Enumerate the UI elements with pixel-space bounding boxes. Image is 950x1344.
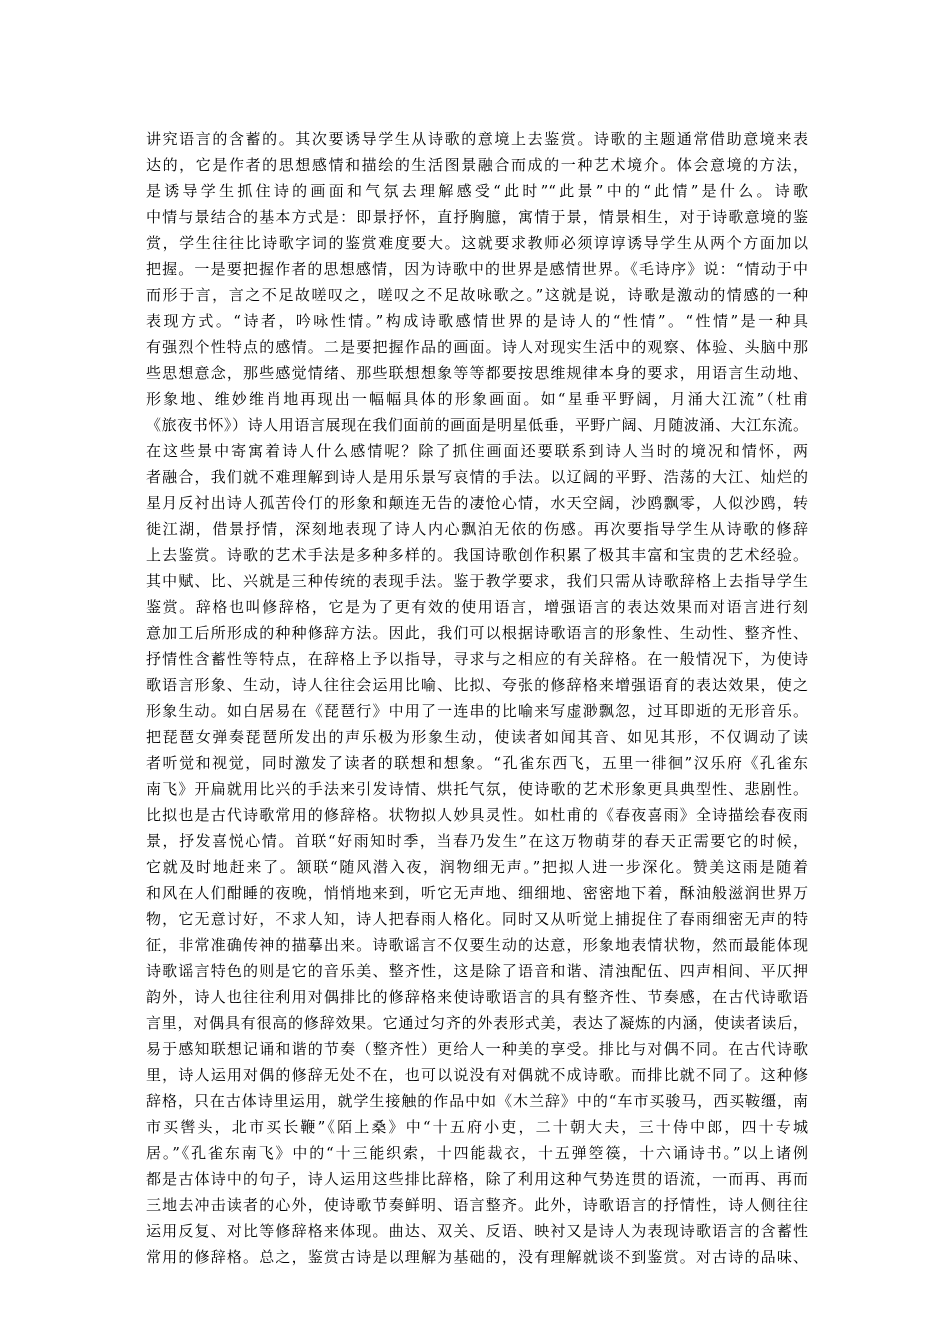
text-line: 者听觉和视觉，同时激发了读者的联想和想象。“孔雀东西飞，五里一徘徊”汉乐府《孔雀东 bbox=[146, 754, 808, 772]
text-line: 常用的修辞格。总之，鉴赏古诗是以理解为基础的，没有理解就谈不到鉴赏。对古诗的品味、 bbox=[146, 1248, 808, 1266]
text-line: 和风在人们酣睡的夜晚，悄悄地来到，听它无声地、细细地、密密地下着，酥油般滋润世界万 bbox=[146, 884, 808, 902]
text-line: 韵外，诗人也往往利用对偶排比的修辞格来使诗歌语言的具有整齐性、节奏感，在古代诗歌语 bbox=[146, 988, 808, 1006]
text-line: 达的，它是作者的思想感情和描绘的生活图景融合而成的一种艺术境介。体会意境的方法， bbox=[146, 156, 808, 174]
text-line: 辞格，只在古体诗里运用，就学生接触的作品中如《木兰辞》中的“车市买骏马，西买鞍缰，南 bbox=[146, 1092, 808, 1110]
text-line: 景，抒发喜悦心情。首联“好雨知时季，当春乃发生”在这万物萌芽的春天正需要它的时候， bbox=[146, 832, 808, 850]
text-line: 抒情性含蓄性等特点，在辞格上予以指导，寻求与之相应的有关辞格。在一般情况下，为使诗 bbox=[146, 650, 808, 668]
text-line: 歌语言形象、生动，诗人往往会运用比喻、比拟、夸张的修辞格来增强语育的表达效果，使之 bbox=[146, 676, 808, 694]
text-line: 星月反衬出诗人孤苦伶仃的形象和颠连无告的凄怆心情，水天空阔，沙鸥飘零，人似沙鸥，转 bbox=[146, 494, 808, 512]
text-line: 形象生动。如白居易在《琵琶行》中用了一连串的比喻来写虚渺飘忽，过耳即逝的无形音乐。 bbox=[146, 702, 808, 720]
text-line: 南飞》开扁就用比兴的手法来引发诗情、烘托气氛，使诗歌的艺术形象更具典型性、悲剧性。 bbox=[146, 780, 808, 798]
text-line: 物，它无意讨好，不求人知，诗人把春雨人格化。同时又从听觉上捕捉住了春雨细密无声的特 bbox=[146, 910, 808, 928]
text-line: 征，非常准确传神的描摹出来。诗歌谣言不仅要生动的达意，形象地表情状物，然而最能体现 bbox=[146, 936, 808, 954]
text-line: 而形于言，言之不足故嗟叹之，嗟叹之不足故咏歌之。”这就是说，诗歌是激动的情感的一种 bbox=[146, 286, 808, 304]
text-line: 都是古体诗中的句子，诗人运用这些排比辞格，除了利用这种气势连贯的语流，一而再、再而 bbox=[146, 1170, 808, 1188]
text-line: 它就及时地赶来了。颔联“随风潜入夜，润物细无声。”把拟人进一步深化。赞美这雨是随着 bbox=[146, 858, 808, 876]
text-line: 比拟也是古代诗歌常用的修辞格。状物拟人妙具灵性。如杜甫的《春夜喜雨》全诗描绘春夜雨 bbox=[146, 806, 808, 824]
text-line: 鉴赏。辞格也叫修辞格，它是为了更有效的使用语言，增强语言的表达效果而对语言进行刻 bbox=[146, 598, 808, 616]
text-line: 把琵琶女弹奏琵琶所发出的声乐极为形象生动，使读者如闻其音、如见其形，不仅调动了读 bbox=[146, 728, 808, 746]
text-line: 三地去冲击读者的心外，使诗歌节奏鲜明、语言整齐。此外，诗歌语言的抒情性，诗人侧往往 bbox=[146, 1196, 808, 1214]
text-line: 易于感知联想记诵和谐的节奏（整齐性）更给人一种美的享受。排比与对偶不同。在古代诗歌 bbox=[146, 1040, 808, 1058]
text-line: 市买辔头，北市买长鞭”《陌上桑》中“十五府小吏，二十朝大夫，三十侍中郎，四十专城 bbox=[146, 1118, 808, 1136]
text-line: 赏，学生往往比诗歌字词的鉴赏难度要大。这就要求教师必须谆谆诱导学生从两个方面加以 bbox=[146, 234, 808, 252]
text-line: 些思想意念，那些感觉情绪、那些联想想象等等都要按思维规律本身的要求，用语言生动地、 bbox=[146, 364, 808, 382]
text-line: 居。”《孔雀东南飞》中的“十三能织索，十四能裁衣，十五弹箜篌，十六诵诗书。”以上诸例 bbox=[146, 1144, 808, 1162]
text-line: 讲究语言的含蓄的。其次要诱导学生从诗歌的意境上去鉴赏。诗歌的主题通常借助意境来表 bbox=[146, 130, 808, 148]
body-text bbox=[146, 126, 808, 1270]
text-line: 形象地、维妙维肖地再现出一幅幅具体的形象画面。如“星垂平野阔，月涌大江流”（杜甫 bbox=[146, 390, 808, 408]
text-line: 《旅夜书怀》）诗人用语言展现在我们面前的画面是明星低垂，平野广阔、月随波涌、大江东流。 bbox=[146, 416, 808, 434]
text-line: 意加工后所形成的种种修辞方法。因此，我们可以根据诗歌语言的形象性、生动性、整齐性、 bbox=[146, 624, 808, 642]
text-line: 在这些景中寄寓着诗人什么感情呢？除了抓住画面还要联系到诗人当时的境况和情怀，两 bbox=[146, 442, 808, 460]
text-line: 诗歌谣言特色的则是它的音乐美、整齐性，这是除了语音和谐、清浊配伍、四声相间、平仄押 bbox=[146, 962, 808, 980]
text-line: 徙江湖，借景抒情，深刻地表现了诗人内心飘泊无依的伤感。再次要指导学生从诗歌的修辞 bbox=[146, 520, 808, 538]
text-line: 言里，对偶具有很高的修辞效果。它通过匀齐的外表形式美，表达了凝炼的内涵，使读者读后， bbox=[146, 1014, 808, 1032]
text-line: 是诱导学生抓住诗的画面和气氛去理解感受“此时”“此景”中的“此情”是什么。诗歌 bbox=[146, 182, 808, 200]
text-line: 里，诗人运用对偶的修辞无处不在，也可以说没有对偶就不成诗歌。而排比就不同了。这种修 bbox=[146, 1066, 808, 1084]
text-line: 把握。一是要把握作者的思想感情，因为诗歌中的世界是感情世界。《毛诗序》说：“情动于中 bbox=[146, 260, 808, 278]
text-line: 其中赋、比、兴就是三种传统的表现手法。鉴于教学要求，我们只需从诗歌辞格上去指导学生 bbox=[146, 572, 808, 590]
text-line: 者融合，我们就不难理解到诗人是用乐景写哀情的手法。以辽阔的平野、浩荡的大江、灿烂的 bbox=[146, 468, 808, 486]
text-line: 运用反复、对比等修辞格来体现。曲达、双关、反语、映衬又是诗人为表现诗歌语言的含蓄性 bbox=[146, 1222, 808, 1240]
text-line: 上去鉴赏。诗歌的艺术手法是多种多样的。我国诗歌创作积累了极其丰富和宝贵的艺术经验。 bbox=[146, 546, 808, 564]
text-line: 表现方式。“诗者，吟咏性情。”构成诗歌感情世界的是诗人的“性情”。“性情”是一种具 bbox=[146, 312, 808, 330]
text-line: 中情与景结合的基本方式是：即景抒怀，直抒胸臆，寓情于景，情景相生，对于诗歌意境的鉴 bbox=[146, 208, 808, 226]
text-line: 有强烈个性特点的感情。二是要把握作品的画面。诗人对现实生活中的观察、体验、头脑中那 bbox=[146, 338, 808, 356]
